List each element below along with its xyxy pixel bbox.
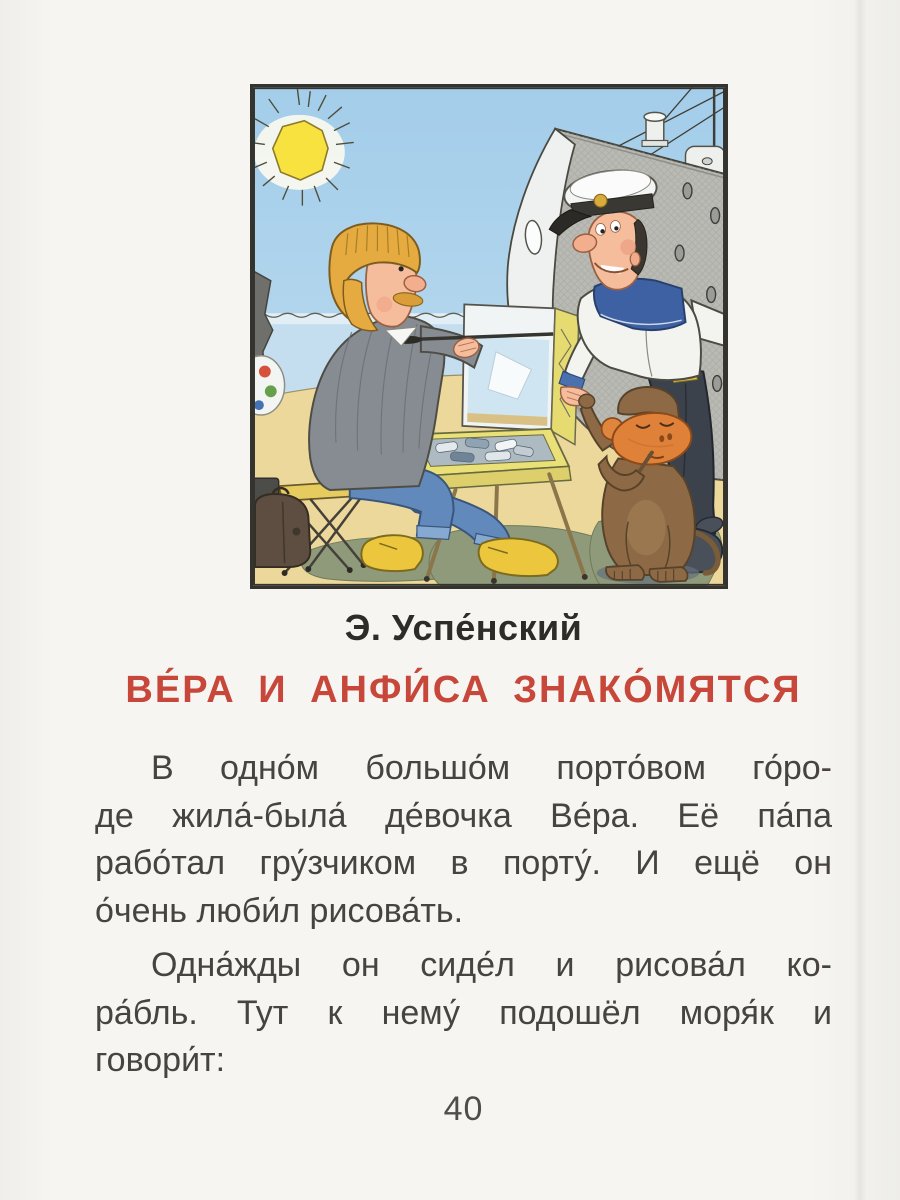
text-line: ра́бль. Тут к нему́ подошёл моря́к и xyxy=(95,993,832,1032)
text-line: Одна́жды он сиде́л и рисова́л ко- xyxy=(151,946,832,984)
text-line: де жила́-была́ де́вочка Ве́ра. Её па́па xyxy=(95,796,832,835)
story-text xyxy=(95,745,832,1085)
text-line: говори́т: xyxy=(95,1041,226,1079)
author-name: Э. Успе́нский xyxy=(344,607,583,648)
text-column xyxy=(95,0,832,1200)
text-line: о́чень люби́л рисова́ть. xyxy=(95,891,464,930)
page-crease-shading xyxy=(854,0,866,1200)
story-title: ВЕ́РА И АНФИ́СА ЗНАКО́МЯТСЯ xyxy=(125,669,802,711)
text-line: В одно́м большо́м порто́вом го́ро- xyxy=(151,749,832,787)
paragraph-2 xyxy=(95,942,832,1085)
page-number: 40 xyxy=(443,1090,484,1128)
text-line: рабо́тал гру́зчиком в порту́. И ещё он xyxy=(95,844,832,882)
paragraph-1 xyxy=(95,745,832,935)
